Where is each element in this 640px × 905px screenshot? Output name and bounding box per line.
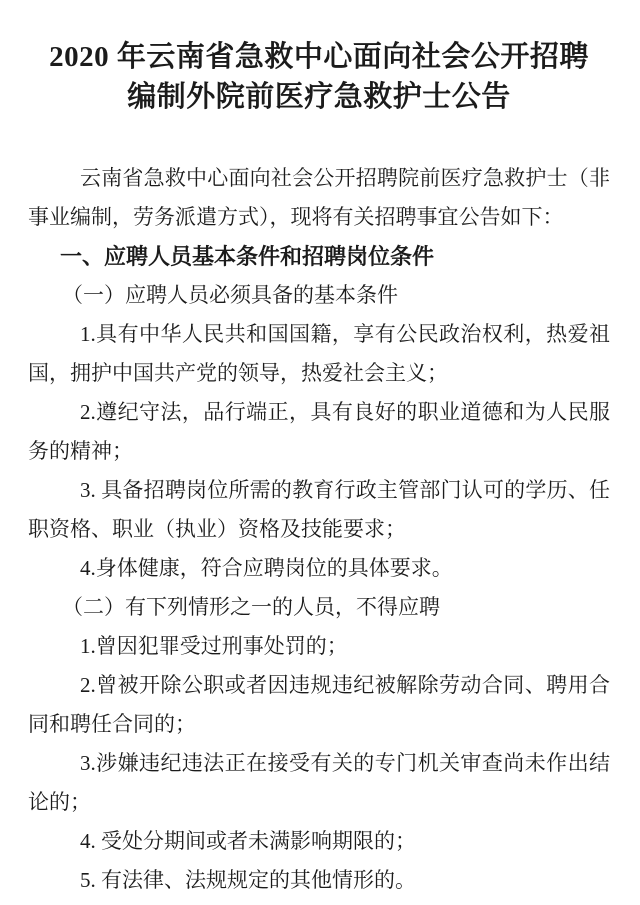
- paragraph: 2.遵纪守法，品行端正，具有良好的职业道德和为人民服务的精神；: [28, 400, 610, 463]
- paragraph: 1.曾因犯罪受过刑事处罚的；: [80, 634, 348, 658]
- section-heading: 一、应聘人员基本条件和招聘岗位条件: [60, 244, 435, 269]
- paragraph: 云南省急救中心面向社会公开招聘院前医疗急救护士（非事业编制，劳务派遣方式），现将有关招聘事宜公告如下：: [28, 166, 610, 229]
- paragraph: 1.具有中华人民共和国国籍，享有公民政治权利，热爱祖国，拥护中国共产党的领导，热爱社会主义；: [28, 322, 610, 385]
- document-title-line-2: 编制外院前医疗急救护士公告: [127, 81, 511, 113]
- sub-heading: （二）有下列情形之一的人员，不得应聘: [62, 595, 440, 619]
- paragraph: 3. 具备招聘岗位所需的教育行政主管部门认可的学历、任职资格、职业（执业）资格及技能要求；: [28, 478, 610, 541]
- paragraph: 5. 有法律、法规规定的其他情形的。: [80, 868, 416, 892]
- document-title-line-1: 2020 年云南省急救中心面向社会公开招聘: [49, 41, 589, 73]
- paragraph: 3.涉嫌违纪违法正在接受有关的专门机关审查尚未作出结论的；: [28, 751, 610, 814]
- document-body: [28, 159, 610, 900]
- paragraph: 2.曾被开除公职或者因违规违纪被解除劳动合同、聘用合同和聘任合同的；: [28, 673, 610, 736]
- paragraph: 4.身体健康，符合应聘岗位的具体要求。: [80, 556, 453, 580]
- document-title: [28, 37, 610, 117]
- paragraph: 4. 受处分期间或者未满影响期限的；: [80, 829, 416, 853]
- sub-heading: （一）应聘人员必须具备的基本条件: [62, 283, 398, 307]
